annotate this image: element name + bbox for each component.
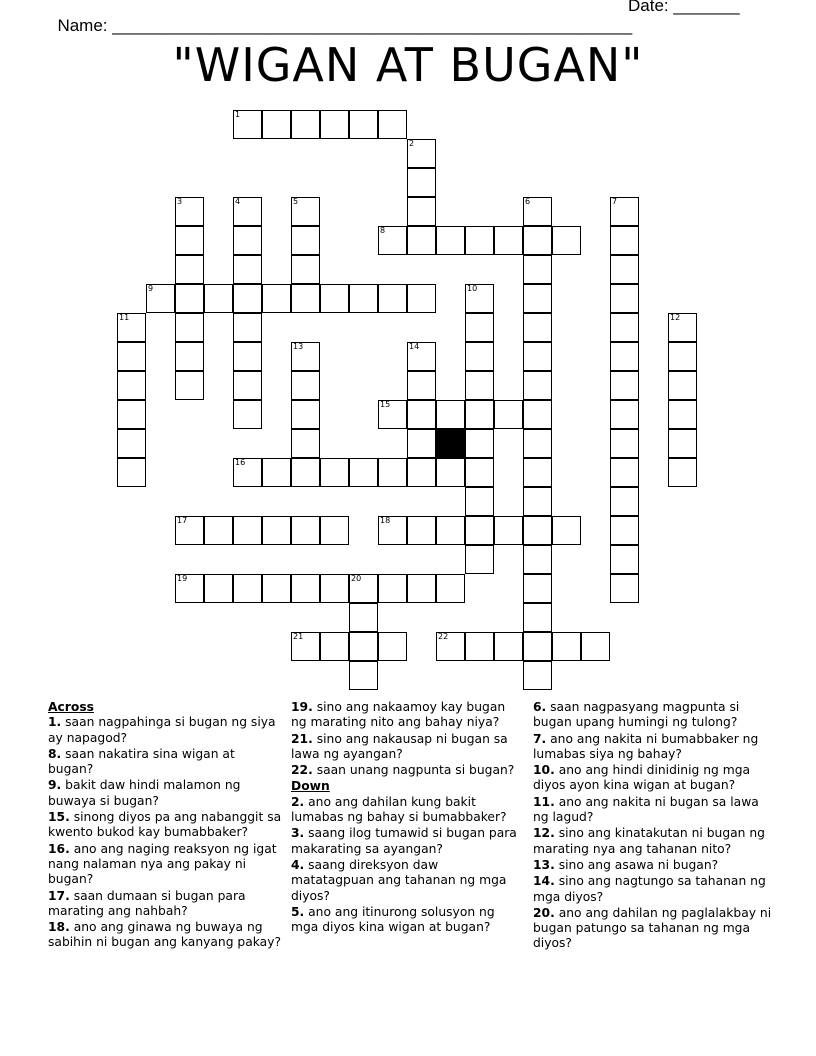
grid-cell[interactable] (523, 313, 552, 342)
across-clue: 21. sino ang nakausap ni bugan sa lawa ng ayangan? (291, 731, 508, 761)
grid-cell[interactable] (175, 371, 204, 400)
grid-cell[interactable] (610, 284, 639, 313)
grid-cell[interactable] (610, 458, 639, 487)
grid-cell[interactable] (436, 632, 465, 661)
grid-cell[interactable] (349, 632, 378, 661)
grid-cell[interactable] (175, 574, 204, 603)
grid-cell[interactable] (204, 284, 233, 313)
clue-number: 21 (293, 632, 304, 641)
grid-cell[interactable] (291, 574, 320, 603)
grid-cell[interactable] (349, 574, 378, 603)
grid-cell[interactable] (436, 574, 465, 603)
grid-cell[interactable] (610, 545, 639, 574)
grid-cell[interactable] (291, 284, 320, 313)
grid-cell[interactable] (233, 110, 262, 139)
grid-cell[interactable] (320, 574, 349, 603)
grid-cell[interactable] (407, 284, 436, 313)
grid-cell[interactable] (610, 255, 639, 284)
grid-cell[interactable] (407, 400, 436, 429)
grid-cell[interactable] (523, 371, 552, 400)
grid-cell[interactable] (465, 458, 494, 487)
grid-cell[interactable] (233, 516, 262, 545)
clue-number: 4 (235, 197, 241, 206)
grid-cell[interactable] (204, 516, 233, 545)
down-clue: 14. sino ang nagtungo sa tahanan ng mga diyos? (533, 874, 766, 904)
clues-column-1 (48, 700, 283, 952)
down-clue: 6. saan nagpasyang magpunta si bugan upang humingi ng tulong? (533, 700, 740, 730)
grid-cell[interactable] (523, 603, 552, 632)
across-clue: 18. ano ang ginawa ng buwaya ng sabihin ni bugan ang kanyang pakay? (48, 920, 282, 950)
grid-cell[interactable] (175, 226, 204, 255)
clues-column-2 (291, 700, 521, 936)
grid-cell[interactable] (407, 342, 436, 371)
grid-cell[interactable] (523, 342, 552, 371)
grid-cell[interactable] (291, 110, 320, 139)
grid-cell[interactable] (262, 516, 291, 545)
grid-cell[interactable] (349, 603, 378, 632)
across-clue: 19. sino ang nakaamoy kay bugan ng marating nito ang bahay niya? (291, 700, 506, 730)
grid-cell[interactable] (407, 371, 436, 400)
grid-cell[interactable] (523, 197, 552, 226)
across-clue: 16. ano ang naging reaksyon ng igat nang nalaman nya ang pakay ni bugan? (48, 841, 277, 887)
grid-cell[interactable] (465, 342, 494, 371)
grid-cell[interactable] (378, 632, 407, 661)
grid-cell[interactable] (320, 632, 349, 661)
grid-cell[interactable] (668, 371, 697, 400)
clue-number: 11 (119, 313, 130, 322)
grid-cell[interactable] (610, 429, 639, 458)
grid-cell[interactable] (465, 284, 494, 313)
clue-number: 9 (148, 284, 154, 293)
grid-cell[interactable] (610, 371, 639, 400)
clue-number: 1 (235, 110, 241, 119)
grid-cell[interactable] (523, 574, 552, 603)
down-clue: 12. sino ang kinatakutan ni bugan ng marating nya ang tahanan nito? (533, 826, 765, 856)
clue-number: 15 (380, 400, 391, 409)
grid-cell[interactable] (407, 516, 436, 545)
grid-cell[interactable] (349, 458, 378, 487)
grid-cell[interactable] (610, 487, 639, 516)
grid-cell[interactable] (494, 226, 523, 255)
grid-cell[interactable] (407, 429, 436, 458)
across-clue: 17. saan dumaan si bugan para marating ang nahbah? (48, 888, 246, 918)
across-clue: 22. saan unang nagpunta si bugan? (291, 763, 515, 778)
grid-cell[interactable] (465, 400, 494, 429)
down-heading: Down (291, 779, 330, 794)
black-square (436, 429, 465, 458)
grid-cell[interactable] (523, 661, 552, 690)
grid-cell[interactable] (320, 458, 349, 487)
grid-cell[interactable] (117, 429, 146, 458)
grid-cell[interactable] (668, 458, 697, 487)
grid-cell[interactable] (349, 110, 378, 139)
grid-cell[interactable] (291, 255, 320, 284)
grid-cell[interactable] (378, 226, 407, 255)
grid-cell[interactable] (204, 574, 233, 603)
grid-cell[interactable] (291, 371, 320, 400)
clue-number: 2 (409, 139, 415, 148)
grid-cell[interactable] (175, 197, 204, 226)
grid-cell[interactable] (233, 197, 262, 226)
grid-cell[interactable] (523, 632, 552, 661)
grid-cell[interactable] (291, 632, 320, 661)
grid-cell[interactable] (175, 342, 204, 371)
grid-cell[interactable] (117, 458, 146, 487)
grid-cell[interactable] (668, 313, 697, 342)
grid-cell[interactable] (378, 458, 407, 487)
grid-cell[interactable] (523, 545, 552, 574)
grid-cell[interactable] (349, 284, 378, 313)
down-clue: 13. sino ang asawa ni bugan? (533, 857, 719, 872)
grid-cell[interactable] (233, 226, 262, 255)
grid-cell[interactable] (175, 255, 204, 284)
clue-number: 12 (670, 313, 681, 322)
grid-cell[interactable] (378, 400, 407, 429)
grid-cell[interactable] (494, 632, 523, 661)
grid-cell[interactable] (407, 197, 436, 226)
grid-cell[interactable] (552, 632, 581, 661)
grid-cell[interactable] (262, 458, 291, 487)
grid-cell[interactable] (291, 516, 320, 545)
clue-number: 13 (293, 342, 304, 351)
grid-cell[interactable] (291, 226, 320, 255)
grid-cell[interactable] (465, 429, 494, 458)
name-field[interactable]: Name: _______________________________________________________ (57, 16, 633, 35)
across-heading: Across (48, 700, 94, 714)
date-field[interactable]: Date: _______ (628, 0, 740, 15)
grid-cell[interactable] (349, 661, 378, 690)
grid-cell[interactable] (523, 429, 552, 458)
clue-number: 19 (177, 574, 188, 583)
grid-cell[interactable] (523, 458, 552, 487)
down-clue: 7. ano ang nakita ni bumabbaker ng lumabas siya ng bahay? (533, 731, 759, 761)
across-clue: 1. saan nagpahinga si bugan ng siya ay napagod? (48, 715, 276, 745)
grid-cell[interactable] (465, 226, 494, 255)
grid-cell[interactable] (523, 516, 552, 545)
grid-cell[interactable] (175, 516, 204, 545)
clue-number: 6 (525, 197, 531, 206)
grid-cell[interactable] (233, 574, 262, 603)
grid-cell[interactable] (668, 429, 697, 458)
grid-cell[interactable] (610, 226, 639, 255)
grid-cell[interactable] (378, 110, 407, 139)
grid-cell[interactable] (320, 110, 349, 139)
grid-cell[interactable] (407, 458, 436, 487)
grid-cell[interactable] (117, 371, 146, 400)
page-title: "WIGAN AT BUGAN" (172, 38, 644, 92)
clue-number: 16 (235, 458, 246, 467)
grid-cell[interactable] (320, 284, 349, 313)
grid-cell[interactable] (523, 284, 552, 313)
grid-cell[interactable] (291, 400, 320, 429)
grid-cell[interactable] (233, 342, 262, 371)
grid-cell[interactable] (262, 574, 291, 603)
grid-cell[interactable] (291, 458, 320, 487)
grid-cell[interactable] (117, 342, 146, 371)
grid-cell[interactable] (233, 458, 262, 487)
grid-cell[interactable] (494, 400, 523, 429)
grid-cell[interactable] (610, 313, 639, 342)
grid-cell[interactable] (291, 197, 320, 226)
grid-cell[interactable] (291, 342, 320, 371)
grid-cell[interactable] (465, 313, 494, 342)
grid-cell[interactable] (523, 487, 552, 516)
across-clue: 15. sinong diyos pa ang nabanggit sa kwento bukod kay bumabbaker? (48, 810, 282, 840)
grid-cell[interactable] (233, 284, 262, 313)
grid-cell[interactable] (117, 400, 146, 429)
grid-cell[interactable] (465, 371, 494, 400)
down-clue: 5. ano ang itinurong solusyon ng mga diyos kina wigan at bugan? (291, 904, 495, 935)
grid-cell[interactable] (117, 313, 146, 342)
grid-cell[interactable] (175, 313, 204, 342)
grid-cell[interactable] (175, 284, 204, 313)
grid-cell[interactable] (581, 632, 610, 661)
clue-number: 5 (293, 197, 299, 206)
grid-cell[interactable] (465, 632, 494, 661)
across-clue: 9. bakit daw hindi malamon ng buwaya si bugan? (48, 778, 241, 808)
clue-number: 10 (467, 284, 478, 293)
across-clue: 8. saan nakatira sina wigan at bugan? (48, 746, 235, 777)
down-clue: 20. ano ang dahilan ng paglalakbay ni bugan patungo sa tahanan ng mga diyos? (533, 905, 772, 951)
grid-cell[interactable] (436, 458, 465, 487)
grid-cell[interactable] (291, 429, 320, 458)
grid-cell[interactable] (262, 284, 291, 313)
grid-cell[interactable] (407, 574, 436, 603)
grid-cell[interactable] (610, 197, 639, 226)
grid-cell[interactable] (465, 516, 494, 545)
grid-cell[interactable] (233, 400, 262, 429)
clue-number: 8 (380, 226, 386, 235)
grid-cell[interactable] (523, 255, 552, 284)
grid-cell[interactable] (407, 168, 436, 197)
grid-cell[interactable] (262, 110, 291, 139)
clue-number: 14 (409, 342, 420, 351)
clue-number: 22 (438, 632, 449, 641)
grid-cell[interactable] (552, 226, 581, 255)
clue-number: 7 (612, 197, 618, 206)
grid-cell[interactable] (610, 342, 639, 371)
grid-cell[interactable] (146, 284, 175, 313)
clue-number: 3 (177, 197, 183, 206)
grid-cell[interactable] (523, 400, 552, 429)
grid-cell[interactable] (407, 226, 436, 255)
grid-cell[interactable] (668, 342, 697, 371)
grid-cell[interactable] (320, 516, 349, 545)
down-clue: 2. ano ang dahilan kung bakit lumabas ng bahay si bumabbaker? (291, 794, 507, 825)
clue-number: 17 (177, 516, 188, 525)
grid-cell[interactable] (436, 516, 465, 545)
grid-cell[interactable] (610, 574, 639, 603)
clue-number: 20 (351, 574, 362, 583)
clue-number: 18 (380, 516, 391, 525)
grid-cell[interactable] (378, 516, 407, 545)
down-clue: 3. saang ilog tumawid si bugan para makarating sa ayangan? (291, 826, 517, 856)
grid-cell[interactable] (233, 255, 262, 284)
clues-column-3 (533, 700, 773, 953)
grid-cell[interactable] (552, 516, 581, 545)
grid-cell[interactable] (233, 313, 262, 342)
down-clue: 10. ano ang hindi dinidinig ng mga diyos ayon kina wigan at bugan? (533, 763, 751, 793)
grid-cell[interactable] (378, 574, 407, 603)
grid-cell[interactable] (494, 516, 523, 545)
grid-cell[interactable] (378, 284, 407, 313)
grid-cell[interactable] (436, 226, 465, 255)
grid-cell[interactable] (610, 516, 639, 545)
grid-cell[interactable] (407, 139, 436, 168)
grid-cell[interactable] (523, 226, 552, 255)
grid-cell[interactable] (436, 400, 465, 429)
down-clue: 11. ano ang nakita ni bugan sa lawa ng lagud? (533, 794, 759, 825)
grid-cell[interactable] (610, 400, 639, 429)
down-clue: 4. saang direksyon daw matatagpuan ang tahanan ng mga diyos? (291, 857, 507, 903)
grid-cell[interactable] (465, 487, 494, 516)
grid-cell[interactable] (233, 371, 262, 400)
grid-cell[interactable] (465, 545, 494, 574)
grid-cell[interactable] (668, 400, 697, 429)
